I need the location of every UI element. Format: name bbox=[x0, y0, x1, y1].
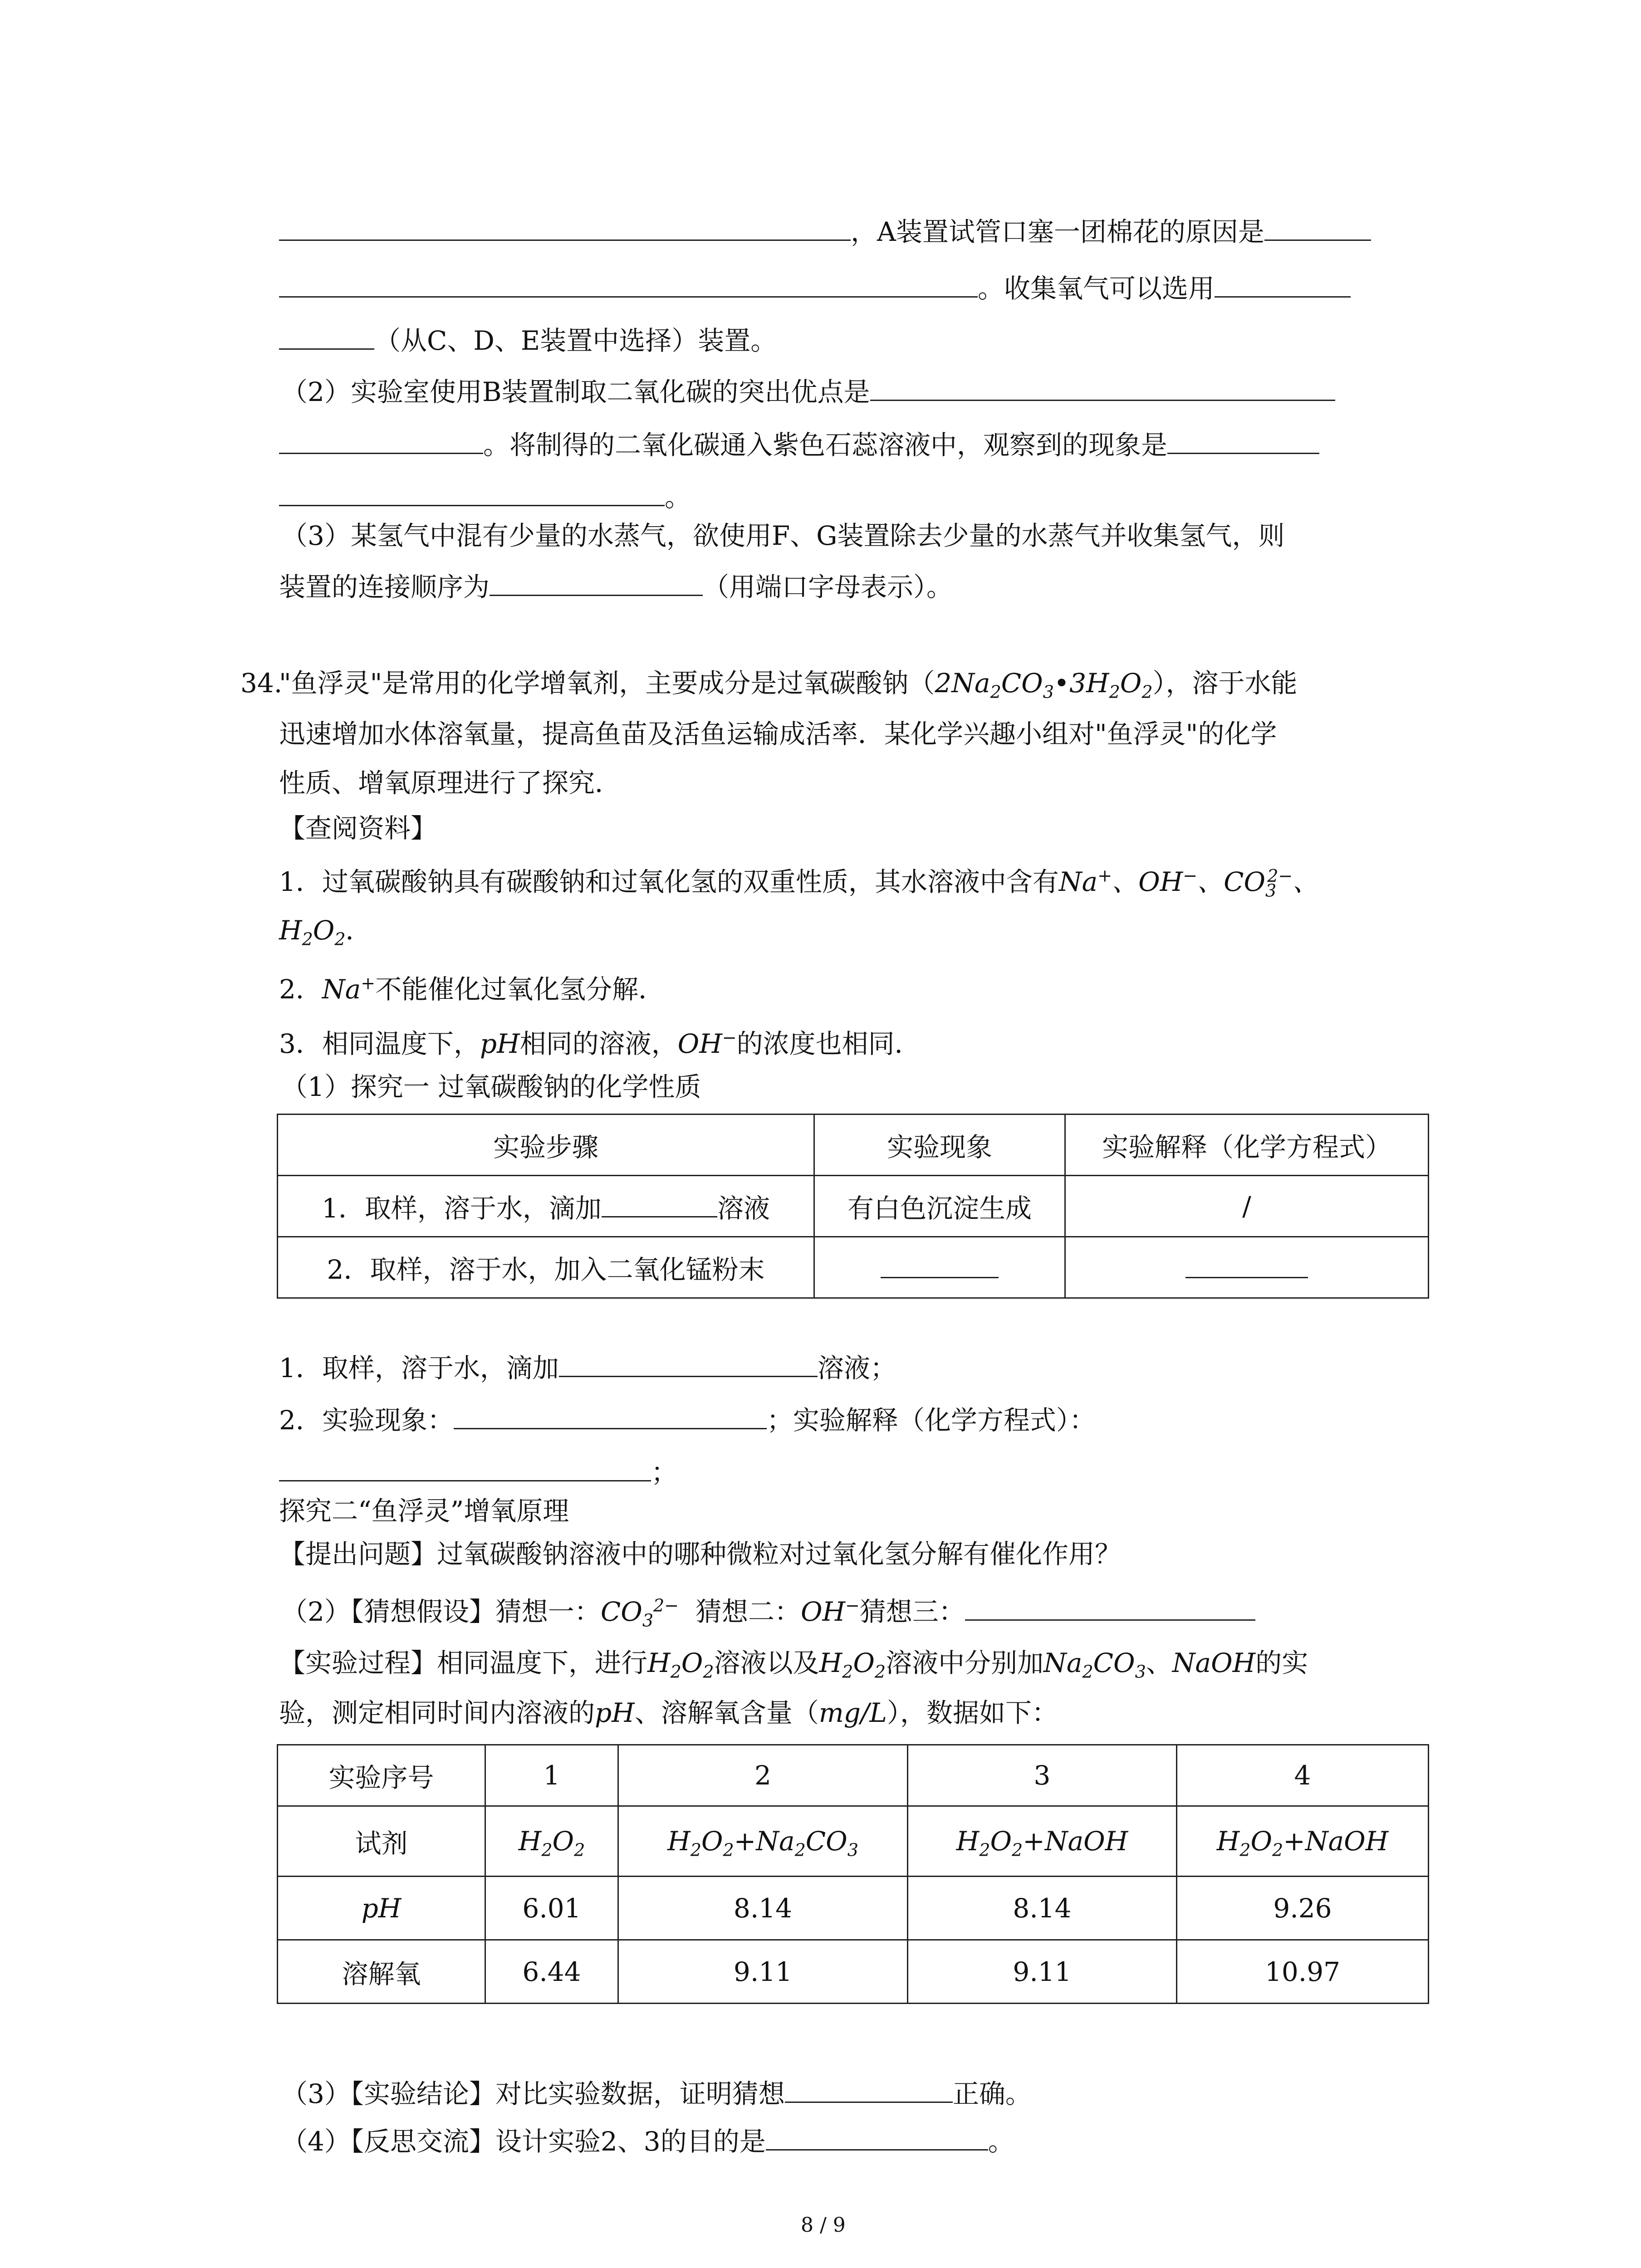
q34-number: 34. bbox=[240, 668, 283, 699]
q33-part2-line-3 bbox=[279, 479, 691, 513]
question-heading: 【提出问题】过氧碳酸钠溶液中的哪种微粒对过氧化氢分解有催化作用？ bbox=[279, 1539, 1122, 1569]
q33-cotton-question: ，A装置试管口塞一团棉花的原因是 bbox=[851, 216, 1264, 247]
table-experiment-data bbox=[277, 1744, 1429, 2004]
table-cell: 1 bbox=[485, 1745, 618, 1806]
table-cell: 8.14 bbox=[618, 1877, 908, 1940]
reflection-text: （4）【反思交流】设计实验2、3的目的是 bbox=[281, 2126, 766, 2157]
reference-1-line-1 bbox=[279, 865, 1319, 901]
table-row bbox=[278, 1940, 1429, 2004]
row-label: 实验序号 bbox=[278, 1745, 485, 1806]
q34-intro-line-3: 性质、增氧原理进行了探究． bbox=[279, 767, 622, 798]
reference-3: 3．相同温度下，pH相同的溶液，OH−的浓度也相同． bbox=[279, 1027, 921, 1059]
answer-blank[interactable] bbox=[1215, 270, 1351, 298]
ion-list: Na+、OH−、$CO_3^{2-}$、 bbox=[1058, 865, 1319, 901]
answer-blank[interactable] bbox=[279, 426, 483, 454]
answer-blank[interactable] bbox=[881, 1251, 999, 1278]
reflection bbox=[281, 2123, 1014, 2158]
table-row bbox=[278, 1877, 1429, 1940]
table-cell: 10.97 bbox=[1177, 1940, 1429, 2004]
answer-text: 溶液； bbox=[817, 1353, 896, 1383]
answer-blank[interactable] bbox=[490, 568, 703, 596]
reference-1-text: 1．过氧碳酸钠具有碳酸钠和过氧化氢的双重性质，其水溶液中含有 bbox=[279, 866, 1059, 897]
conclusion-text: （3）【实验结论】对比实验数据，证明猜想 bbox=[281, 2078, 785, 2109]
process-line-1: 【实验过程】相同温度下，进行$H_2O_2$溶液以及$H_2O_2$溶液中分别加$Na_2CO_3$、NaOH的实 bbox=[279, 1647, 1308, 1682]
answer-blank[interactable] bbox=[1167, 426, 1319, 454]
table-cell bbox=[278, 1176, 814, 1237]
table-cell bbox=[1065, 1237, 1429, 1298]
row-label: 试剂 bbox=[278, 1806, 485, 1877]
q33-line-3 bbox=[279, 322, 777, 357]
answer-blank[interactable] bbox=[785, 2075, 953, 2103]
table-header: 实验现象 bbox=[814, 1114, 1065, 1176]
table-cell: 2 bbox=[618, 1745, 908, 1806]
step-text: 1．取样，溶于水，滴加 bbox=[322, 1193, 602, 1224]
formula-sodium-percarbonate: $2Na_2CO_3•3H_2O_2$ bbox=[935, 668, 1153, 702]
answer-blank[interactable] bbox=[279, 1454, 651, 1481]
q33-part2-line-2 bbox=[279, 426, 1319, 461]
q33-line-1 bbox=[279, 213, 1371, 248]
q34-intro-line-1 bbox=[279, 667, 1298, 702]
table-cell: 9.11 bbox=[618, 1940, 908, 2004]
table-header: 实验步骤 bbox=[278, 1114, 814, 1176]
row-label: 溶解氧 bbox=[278, 1940, 485, 2004]
table-row bbox=[278, 1237, 1429, 1298]
table-row bbox=[278, 1176, 1429, 1237]
row-label: pH bbox=[278, 1877, 485, 1940]
table-chemical-properties bbox=[277, 1114, 1429, 1299]
answer-text: 1．取样，溶于水，滴加 bbox=[279, 1353, 559, 1383]
reference-2: 2．Na+不能催化过氧化氢分解． bbox=[279, 973, 665, 1005]
q33-collect-question: 。收集氧气可以选用 bbox=[978, 273, 1215, 304]
conclusion bbox=[281, 2075, 1032, 2110]
answer-blank[interactable] bbox=[279, 213, 851, 241]
table-cell: 6.01 bbox=[485, 1877, 618, 1940]
q33-part3-line-1: （3）某氢气中混有少量的水蒸气，欲使用F、G装置除去少量的水蒸气并收集氢气，则 bbox=[281, 520, 1285, 551]
answer-blank[interactable] bbox=[559, 1349, 818, 1377]
table-cell: 2．取样，溶于水，加入二氧化锰粉末 bbox=[278, 1237, 814, 1298]
q33-connection-question: 装置的连接顺序为 bbox=[279, 572, 490, 602]
answer-2 bbox=[279, 1402, 1096, 1437]
table-cell: 8.14 bbox=[908, 1877, 1177, 1940]
answer-text: 2．实验现象： bbox=[279, 1405, 454, 1436]
answer-blank[interactable] bbox=[766, 2123, 988, 2151]
process-line-2: 验，测定相同时间内溶液的pH、溶解氧含量（mg/L），数据如下： bbox=[279, 1697, 1058, 1728]
q33-part3-line-2 bbox=[279, 568, 953, 603]
reagent-cell: $H_2O_2$ bbox=[485, 1806, 618, 1877]
table-cell: 3 bbox=[908, 1745, 1177, 1806]
answer-text: ；实验解释（化学方程式）： bbox=[766, 1405, 1096, 1436]
conclusion-text: 正确。 bbox=[952, 2078, 1032, 2109]
table-cell: 9.11 bbox=[908, 1940, 1177, 2004]
reagent-cell: $H_2O_2+NaOH$ bbox=[1177, 1806, 1429, 1877]
punctuation: 。 bbox=[665, 482, 691, 513]
answer-2-cont bbox=[279, 1454, 677, 1489]
q33-part2-question: （2）实验室使用B装置制取二氧化碳的突出优点是 bbox=[281, 376, 870, 407]
table-cell: 9.26 bbox=[1177, 1877, 1429, 1940]
answer-blank[interactable] bbox=[1185, 1251, 1308, 1278]
explore-1-heading: （1）探究一 过氧碳酸钠的化学性质 bbox=[281, 1071, 701, 1102]
page-number: 8 / 9 bbox=[801, 2214, 846, 2237]
punctuation: 。 bbox=[988, 2126, 1014, 2157]
table-header: 实验解释（化学方程式） bbox=[1065, 1114, 1429, 1176]
q33-line-2 bbox=[279, 270, 1351, 305]
reference-1-line-2: $H_2O_2$． bbox=[279, 915, 372, 949]
q34-intro-text: ），溶于水能 bbox=[1152, 668, 1298, 699]
q33-device-choice: （从C、D、E装置中选择）装置。 bbox=[374, 325, 777, 356]
answer-blank[interactable] bbox=[454, 1402, 767, 1429]
table-row bbox=[278, 1806, 1429, 1877]
table-cell: 6.44 bbox=[485, 1940, 618, 2004]
table-row bbox=[278, 1745, 1429, 1806]
answer-blank[interactable] bbox=[1264, 213, 1371, 241]
table-header-row bbox=[278, 1114, 1429, 1176]
reference-heading: 【查阅资料】 bbox=[279, 813, 437, 844]
answer-1 bbox=[279, 1349, 896, 1384]
table-cell bbox=[814, 1237, 1065, 1298]
explore-2-heading: 探究二“鱼浮灵”增氧原理 bbox=[279, 1496, 569, 1526]
punctuation: ； bbox=[651, 1457, 678, 1488]
answer-blank[interactable] bbox=[870, 373, 1335, 401]
step-text: 溶液 bbox=[717, 1193, 770, 1224]
hypothesis: （2）【猜想假设】猜想一：$CO_3^{2-}$ 猜想二：OH−猜想三： bbox=[281, 1593, 1255, 1628]
answer-blank[interactable] bbox=[279, 322, 374, 350]
q33-connection-hint: （用端口字母表示）。 bbox=[703, 572, 953, 602]
q33-litmus-question: 。将制得的二氧化碳通入紫色石蕊溶液中，观察到的现象是 bbox=[483, 430, 1168, 460]
q34-intro-text: "鱼浮灵"是常用的化学增氧剂，主要成分是过氧碳酸钠（ bbox=[279, 668, 935, 699]
table-cell: / bbox=[1065, 1176, 1429, 1237]
answer-blank[interactable] bbox=[602, 1190, 717, 1217]
answer-blank[interactable] bbox=[279, 479, 665, 506]
answer-blank[interactable] bbox=[965, 1593, 1255, 1621]
answer-blank[interactable] bbox=[279, 270, 978, 298]
q34-intro-line-2: 迅速增加水体溶氧量，提高鱼苗及活鱼运输成活率．某化学兴趣小组对"鱼浮灵"的化学 bbox=[279, 719, 1277, 749]
formula-h2o2: $H_2O_2$ bbox=[279, 915, 346, 949]
table-cell: 有白色沉淀生成 bbox=[814, 1176, 1065, 1237]
reagent-cell: $H_2O_2+Na_2CO_3$ bbox=[618, 1806, 908, 1877]
q33-part2-line-1 bbox=[281, 373, 1335, 408]
table-cell: 4 bbox=[1177, 1745, 1429, 1806]
reagent-cell: $H_2O_2+NaOH$ bbox=[908, 1806, 1177, 1877]
